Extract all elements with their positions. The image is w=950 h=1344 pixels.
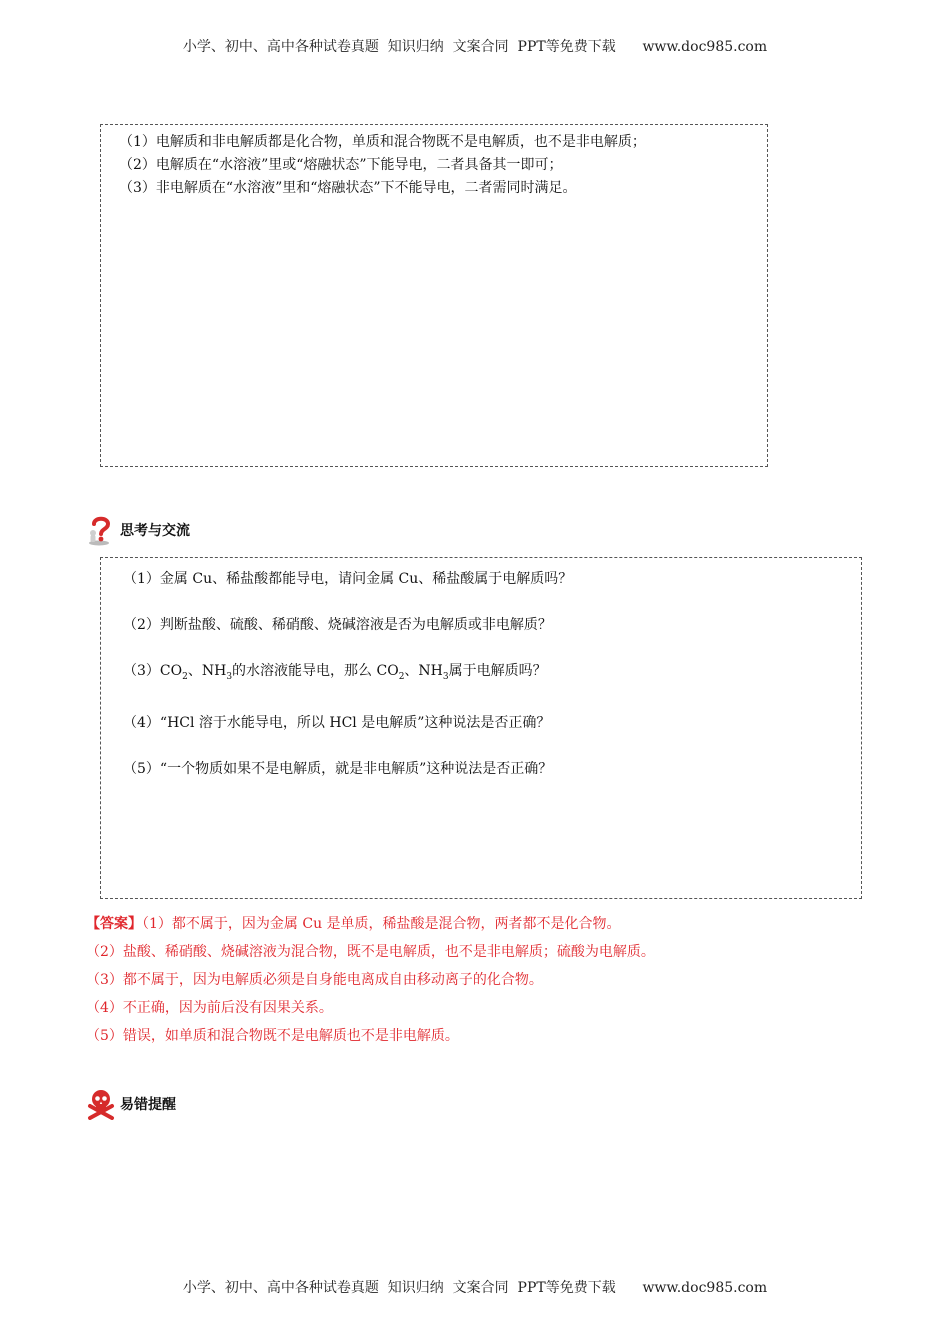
question-3: [123, 660, 861, 688]
question-5: （5）“一个物质如果不是电解质，就是非电解质”这种说法是否正确？: [123, 760, 553, 777]
think-section-heading: [86, 514, 190, 546]
page-header: 小学、初中、高中各种试卷真题 知识归纳 文案合同 PPT等免费下载 www.doc985.com: [182, 39, 768, 55]
question-3-part-b: 、NH: [187, 663, 227, 679]
question-4: （4）“HCl 溶于水能导电，所以 HCl 是电解质”这种说法是否正确？: [123, 714, 551, 731]
subscript-3: 3: [442, 671, 449, 682]
page-footer: 小学、初中、高中各种试卷真题 知识归纳 文案合同 PPT等免费下载 www.doc985.com: [182, 1280, 768, 1296]
mistake-section-title: 易错提醒: [120, 1097, 176, 1113]
answer-5: （5）错误，如单质和混合物既不是电解质也不是非电解质。: [86, 1028, 459, 1044]
discussion-questions-box: [100, 557, 862, 899]
note-line-1: （1）电解质和非电解质都是化合物，单质和混合物既不是电解质，也不是非电解质；: [119, 134, 646, 150]
question-3-part-d: 、NH: [404, 663, 443, 679]
question-2: （2）判断盐酸、硫酸、稀硝酸、烧碱溶液是否为电解质或非电解质？: [123, 617, 552, 633]
mistake-section-heading: [86, 1088, 176, 1120]
question-1: （1）金属 Cu、稀盐酸都能导电，请问金属 Cu、稀盐酸属于电解质吗？: [123, 571, 573, 587]
answer-tag: 【答案】: [86, 916, 142, 932]
subscript-2: 2: [398, 671, 405, 682]
question-3-part-e: 属于电解质吗？: [448, 663, 547, 679]
answer-block: [86, 910, 886, 1050]
think-section-title: 思考与交流: [120, 523, 190, 539]
subscript-2: 2: [182, 671, 188, 682]
answer-1: [86, 910, 886, 938]
question-3-part-a: （3）CO: [123, 663, 183, 679]
skull-crossbones-icon: [86, 1088, 116, 1120]
note-line-3: （3）非电解质在“水溶液”里和“熔融状态”下不能导电，二者需同时满足。: [119, 180, 577, 196]
note-line-2: （2）电解质在“水溶液”里或“熔融状态”下能导电，二者具备其一即可；: [119, 157, 563, 173]
answer-4: （4）不正确，因为前后没有因果关系。: [86, 1000, 333, 1016]
answer-2: （2）盐酸、稀硝酸、烧碱溶液为混合物，既不是电解质，也不是非电解质；硫酸为电解质。: [86, 944, 655, 960]
key-points-box: [100, 124, 768, 467]
question-mark-figure-icon: [86, 514, 116, 546]
subscript-3: 3: [226, 671, 233, 682]
answer-1-text: （1）都不属于，因为金属 Cu 是单质，稀盐酸是混合物，两者都不是化合物。: [142, 916, 621, 932]
question-3-part-c: 的水溶液能导电，那么 CO: [232, 663, 399, 679]
answer-3: （3）都不属于，因为电解质必须是自身能电离成自由移动离子的化合物。: [86, 972, 543, 988]
